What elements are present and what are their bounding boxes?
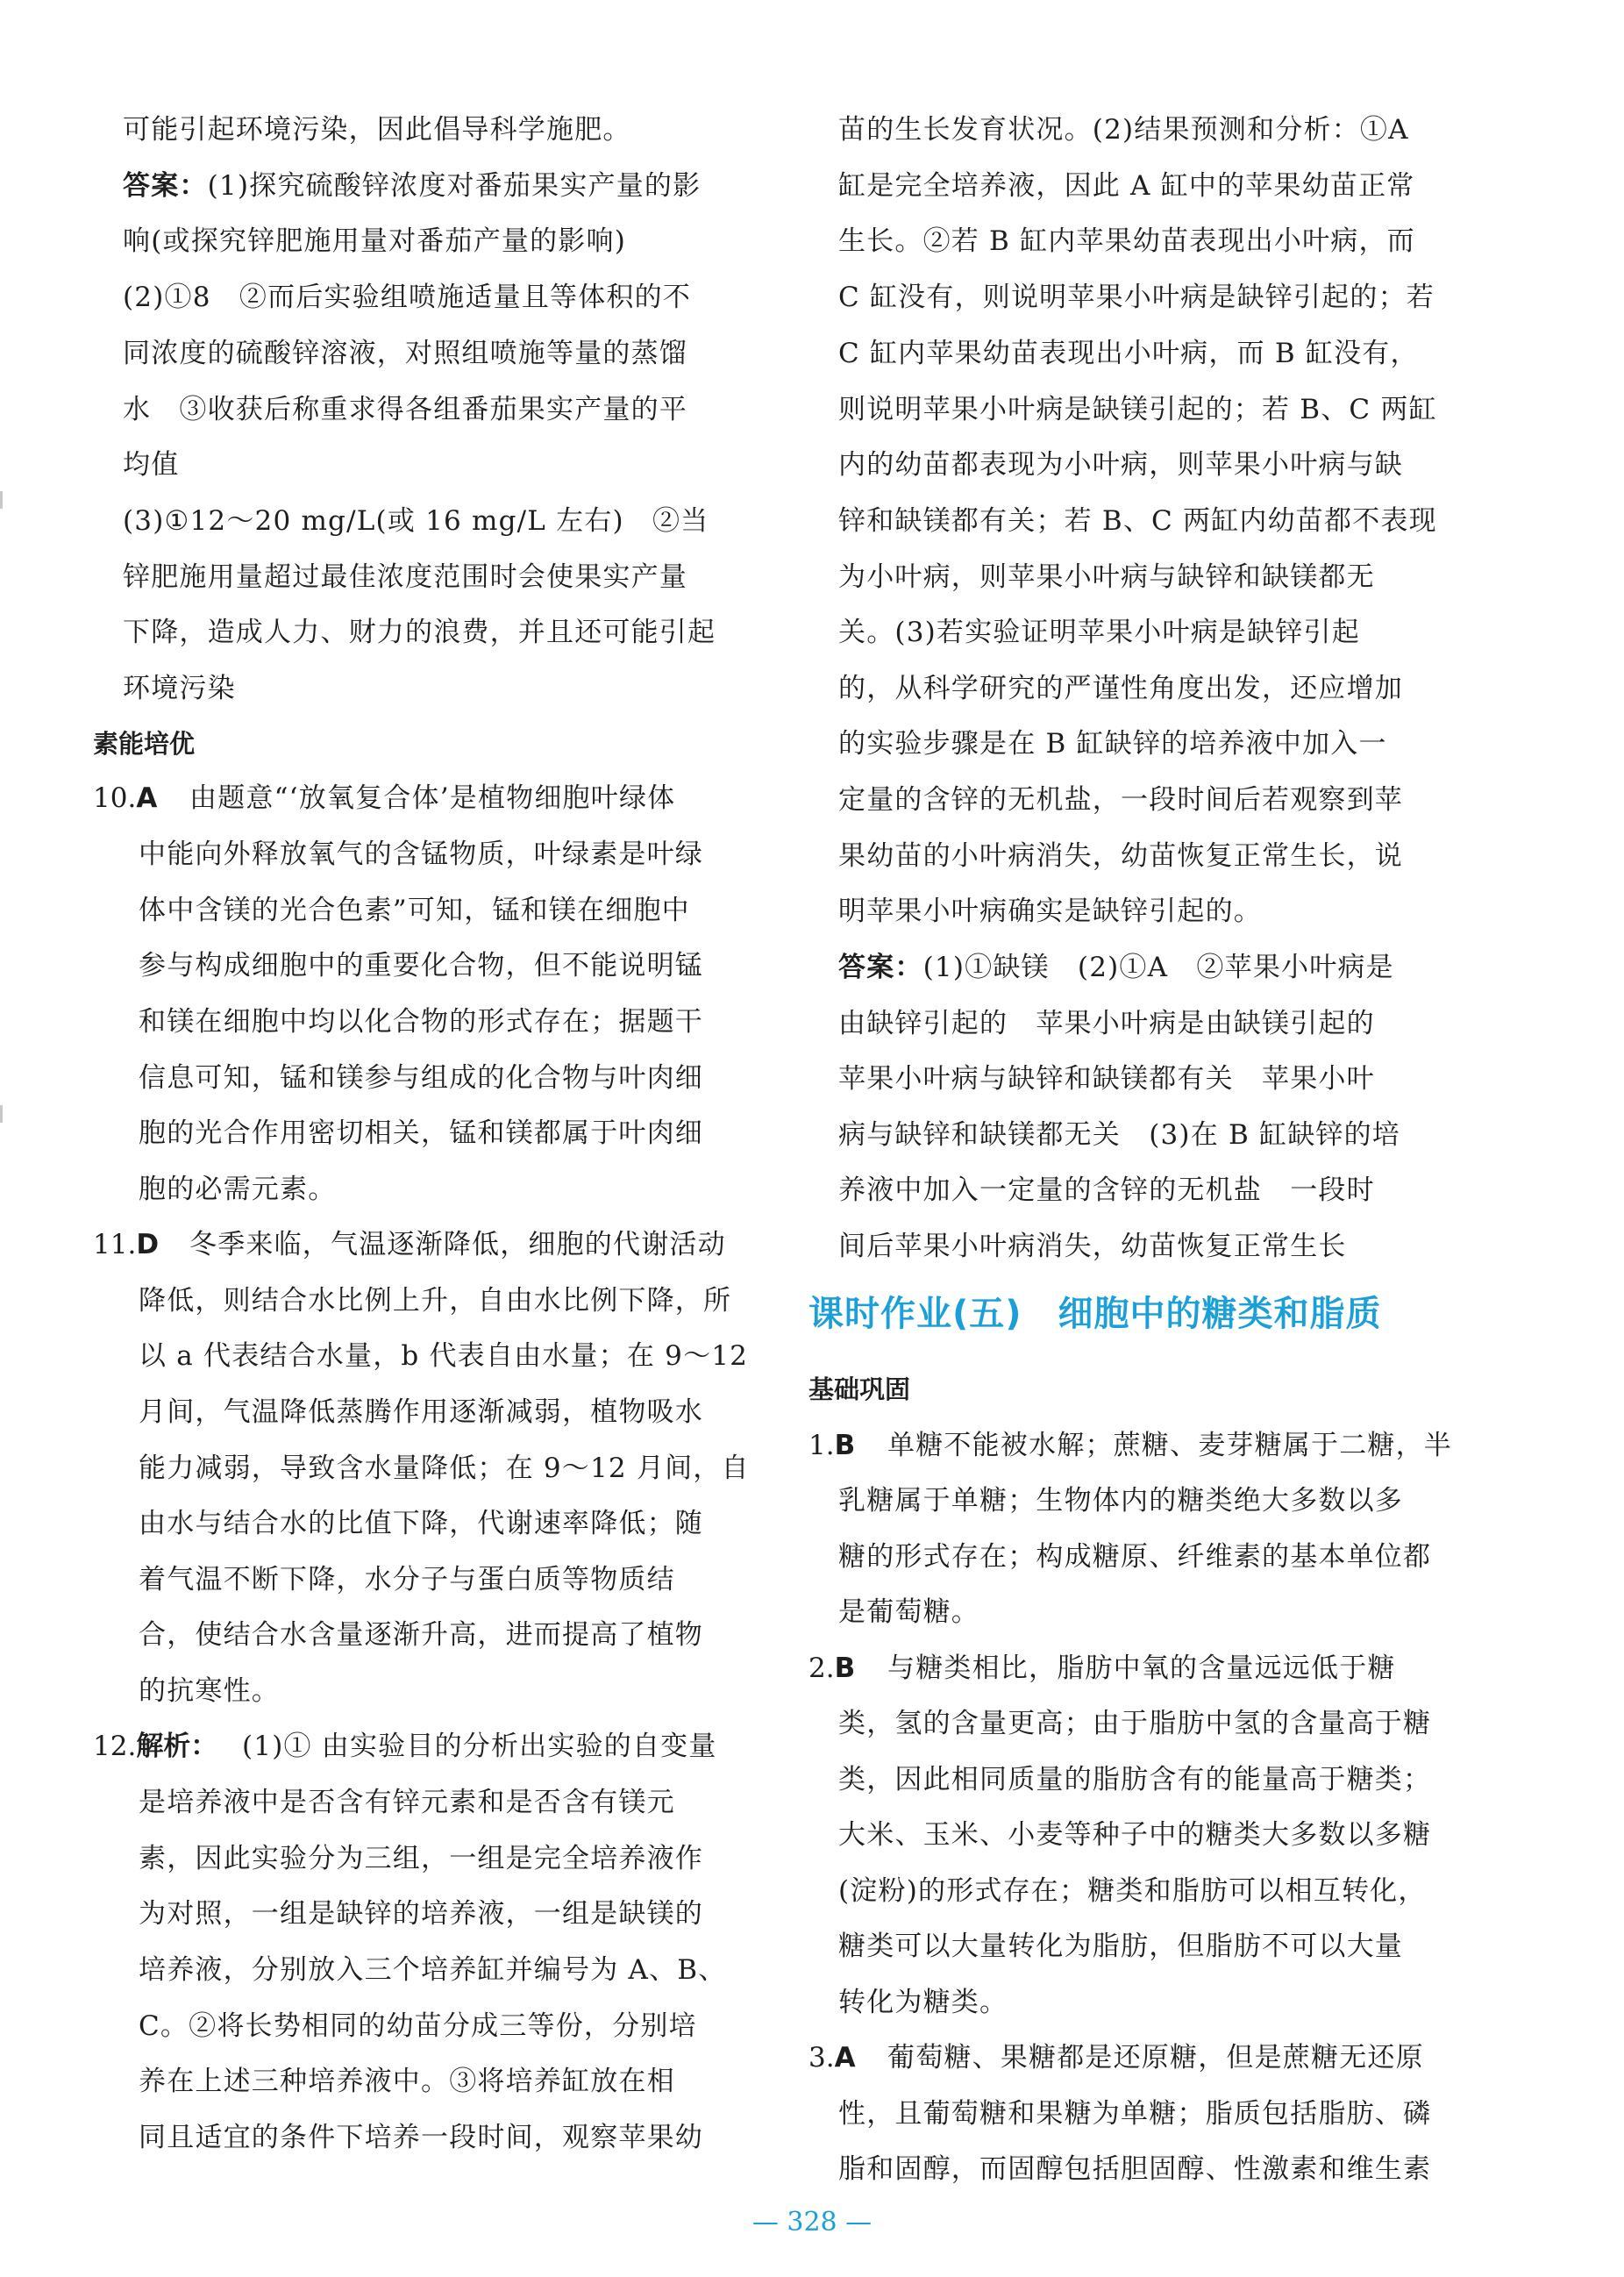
answer-1-line: 环境污染 <box>123 673 236 704</box>
answer-1-line: (3)①12～20 mg/L(或 16 mg/L 左右) ②当 <box>123 505 709 537</box>
section-heading-jichu: 基础巩固 <box>808 1374 911 1404</box>
continued-line: 生长。②若 B 缸内苹果幼苗表现出小叶病，而 <box>838 225 1415 257</box>
intro-line: 可能引起环境污染，因此倡导科学施肥。 <box>123 114 631 146</box>
question-12-line: 同且适宜的条件下培养一段时间，观察苹果幼 <box>139 2122 703 2153</box>
question-2-line: 转化为糖类。 <box>838 1987 1008 2018</box>
page-number: — 328 — <box>751 2207 873 2238</box>
continued-line: 的，从科学研究的严谨性角度出发，还应增加 <box>838 673 1403 704</box>
question-11-line: 降低，则结合水比例上升，自由水比例下降，所 <box>139 1285 732 1317</box>
answer-2-line: 间后苹果小叶病消失，幼苗恢复正常生长 <box>838 1231 1347 1262</box>
question-12-line: 是培养液中是否含有锌元素和是否含有镁元 <box>139 1787 675 1818</box>
question-2-line: 类，氢的含量更高；由于脂肪中氢的含量高于糖 <box>838 1708 1432 1739</box>
answer-1-line: 均值 <box>123 449 180 481</box>
question-12-line: (1)① 由实验目的分析出实验的自变量 <box>242 1731 717 1762</box>
answer-2-line: 病与缺锌和缺镁都无关 (3)在 B 缸缺锌的培 <box>838 1119 1400 1151</box>
margin-tick <box>0 491 3 509</box>
question-11-number: 11.D <box>93 1229 160 1260</box>
question-1-line: 是葡萄糖。 <box>838 1596 979 1628</box>
question-3-line: 葡萄糖、果糖都是还原糖，但是蔗糖无还原 <box>887 2042 1424 2074</box>
answer-1-line: 同浓度的硫酸锌溶液，对照组喷施等量的蒸馏 <box>123 338 687 369</box>
question-11-line: 以 a 代表结合水量，b 代表自由水量；在 9～12 <box>139 1340 749 1372</box>
continued-line: C 缸内苹果幼苗表现出小叶病，而 B 缸没有， <box>838 338 1419 369</box>
answer-2-first-line <box>838 950 1394 985</box>
continued-line: 的实验步骤是在 B 缸缺锌的培养液中加入一 <box>838 728 1387 760</box>
question-10-line: 胞的光合作用密切相关，锰和镁都属于叶肉细 <box>139 1117 703 1149</box>
continued-line: 果幼苗的小叶病消失，幼苗恢复正常生长，说 <box>838 840 1403 872</box>
answer-label: 答案： <box>838 952 923 983</box>
question-3-answer: A <box>834 2042 856 2074</box>
answer-text: (1)①缺镁 (2)①A ②苹果小叶病是 <box>922 952 1394 983</box>
question-11-line: 着气温不断下降，水分子与蛋白质等物质结 <box>139 1564 675 1595</box>
question-1-line: 单糖不能被水解；蔗糖、麦芽糖属于二糖，半 <box>887 1430 1452 1461</box>
answer-label: 答案： <box>123 170 208 202</box>
answer-1-line: 锌肥施用量超过最佳浓度范围时会使果实产量 <box>123 561 687 593</box>
answer-1-line: (2)①8 ②而后实验组喷施适量且等体积的不 <box>123 282 692 313</box>
question-1-number: 1.B <box>808 1430 856 1461</box>
answer-1-line: 响(或探究锌肥施用量对番茄产量的影响) <box>123 225 626 257</box>
continued-line: 缸是完全培养液，因此 A 缸中的苹果幼苗正常 <box>838 170 1415 202</box>
question-10-line: 中能向外释放氧气的含锰物质，叶绿素是叶绿 <box>139 839 703 870</box>
margin-tick <box>0 1105 3 1123</box>
question-11-line: 能力减弱，导致含水量降低；在 9～12 月间，自 <box>139 1453 750 1484</box>
continued-line: 内的幼苗都表现为小叶病，则苹果小叶病与缺 <box>838 449 1403 481</box>
question-12-label: 解析： <box>136 1731 218 1762</box>
question-11-line: 冬季来临，气温逐渐降低，细胞的代谢活动 <box>189 1229 726 1260</box>
question-2-number: 2.B <box>808 1652 856 1684</box>
question-3-line: 脂和固醇，而固醇包括胆固醇、性激素和维生素 <box>838 2153 1432 2185</box>
question-2-line: (淀粉)的形式存在；糖类和脂肪可以相互转化， <box>838 1875 1427 1907</box>
question-3-number: 3.A <box>808 2042 856 2074</box>
question-2-line: 大米、玉米、小麦等种子中的糖类大多数以多糖 <box>838 1819 1432 1851</box>
section-heading-suneng: 素能培优 <box>93 729 196 759</box>
continued-line: 为小叶病，则苹果小叶病与缺锌和缺镁都无 <box>838 561 1375 593</box>
question-10-line: 信息可知，锰和镁参与组成的化合物与叶肉细 <box>139 1062 703 1094</box>
continued-line: 定量的含锌的无机盐，一段时间后若观察到苹 <box>838 784 1403 816</box>
answer-1-line: 下降，造成人力、财力的浪费，并且还可能引起 <box>123 617 716 648</box>
question-1-answer: B <box>834 1430 856 1461</box>
continued-line: 锌和缺镁都有关；若 B、C 两缸内幼苗都不表现 <box>838 505 1437 537</box>
question-2-line: 与糖类相比，脂肪中氧的含量远远低于糖 <box>887 1652 1396 1684</box>
section-title: 课时作业(五) 细胞中的糖类和脂质 <box>808 1294 1382 1334</box>
continued-line: 关。(3)若实验证明苹果小叶病是缺锌引起 <box>838 617 1360 648</box>
question-12-line: 培养液，分别放入三个培养缸并编号为 A、B、 <box>139 1954 727 1986</box>
question-12-line: C。②将长势相同的幼苗分成三等份，分别培 <box>139 2010 697 2042</box>
answer-1-line: 水 ③收获后称重求得各组番茄果实产量的平 <box>123 394 687 425</box>
answer-1-first-line <box>123 168 701 203</box>
question-10-line: 体中含镁的光合色素”可知，锰和镁在细胞中 <box>139 895 690 926</box>
question-11-line: 由水与结合水的比值下降，代谢速率降低；随 <box>139 1508 703 1539</box>
question-12-line: 养在上述三种培养液中。③将培养缸放在相 <box>139 2066 675 2097</box>
question-12-line: 为对照，一组是缺锌的培养液，一组是缺镁的 <box>139 1898 703 1930</box>
continued-line: C 缸没有，则说明苹果小叶病是缺锌引起的；若 <box>838 282 1435 313</box>
question-2-line: 糖类可以大量转化为脂肪，但脂肪不可以大量 <box>838 1931 1403 1962</box>
answer-2-line: 养液中加入一定量的含锌的无机盐 一段时 <box>838 1174 1375 1206</box>
answer-text: (1)探究硫酸锌浓度对番茄果实产量的影 <box>207 170 702 202</box>
question-12-number: 12.解析： <box>93 1731 218 1762</box>
question-12-line: 素，因此实验分为三组，一组是完全培养液作 <box>139 1843 703 1874</box>
continued-line: 苗的生长发育状况。(2)结果预测和分析：①A <box>838 114 1409 146</box>
question-1-line: 乳糖属于单糖；生物体内的糖类绝大多数以多 <box>838 1485 1403 1517</box>
question-2-line: 类，因此相同质量的脂肪含有的能量高于糖类； <box>838 1764 1432 1795</box>
question-10-line: 胞的必需元素。 <box>139 1174 337 1205</box>
question-11-line: 月间，气温降低蒸腾作用逐渐减弱，植物吸水 <box>139 1396 703 1428</box>
continued-line: 明苹果小叶病确实是缺锌引起的。 <box>838 896 1262 927</box>
question-10-line: 由题意“‘放氧复合体’是植物细胞叶绿体 <box>189 782 676 814</box>
question-10-answer: A <box>136 782 158 814</box>
answer-2-line: 由缺锌引起的 苹果小叶病是由缺镁引起的 <box>838 1008 1375 1039</box>
question-10-number: 10.A <box>93 782 158 814</box>
question-3-line: 性，且葡萄糖和果糖为单糖；脂质包括脂肪、磷 <box>838 2098 1432 2130</box>
question-10-line: 和镁在细胞中均以化合物的形式存在；据题干 <box>139 1006 703 1038</box>
question-11-line: 的抗寒性。 <box>139 1675 280 1707</box>
question-11-line: 合，使结合水含量逐渐升高，进而提高了植物 <box>139 1619 703 1651</box>
question-10-line: 参与构成细胞中的重要化合物，但不能说明锰 <box>139 950 703 981</box>
continued-line: 则说明苹果小叶病是缺镁引起的；若 B、C 两缸 <box>838 394 1437 425</box>
question-2-answer: B <box>834 1652 856 1684</box>
answer-2-line: 苹果小叶病与缺锌和缺镁都有关 苹果小叶 <box>838 1063 1375 1095</box>
question-11-answer: D <box>136 1229 160 1260</box>
question-1-line: 糖的形式存在；构成糖原、纤维素的基本单位都 <box>838 1541 1432 1573</box>
